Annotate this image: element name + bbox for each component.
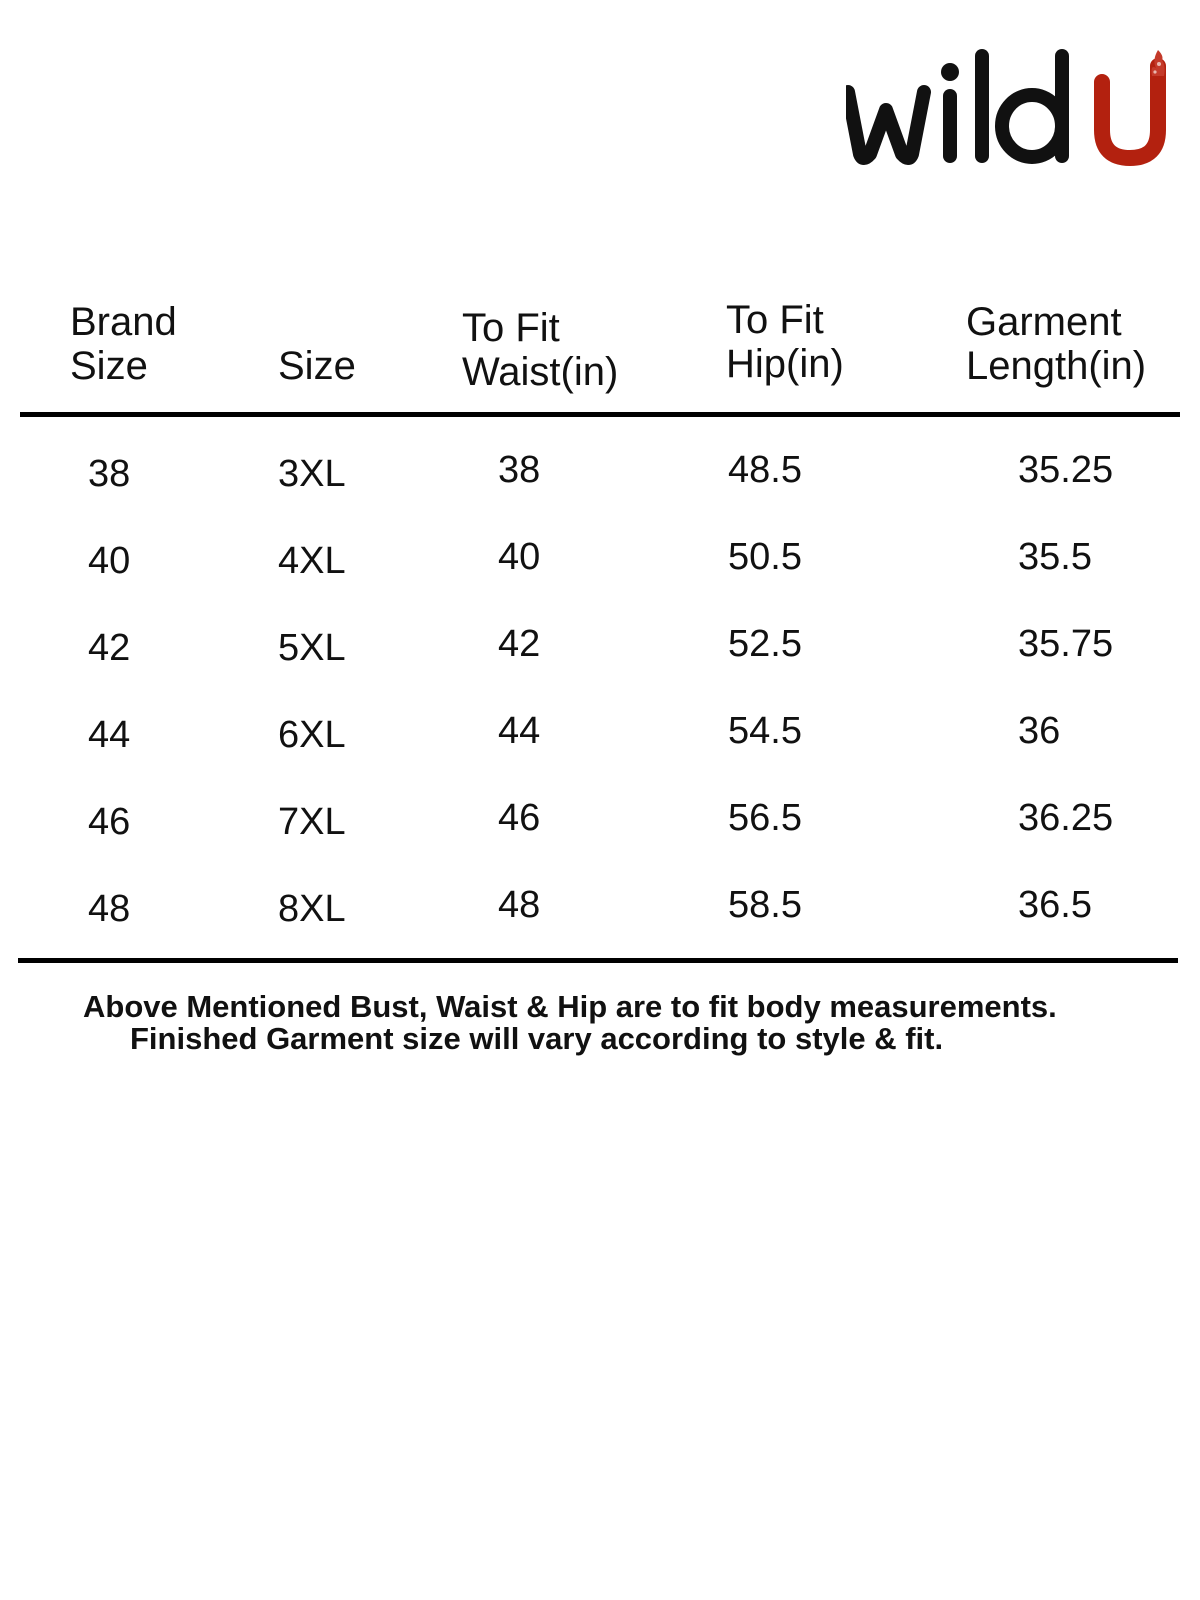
header-waist-line1: To Fit	[462, 306, 560, 350]
table-row	[0, 797, 1200, 860]
cell-hip: 48.5	[728, 449, 802, 491]
header-size-line2: Size	[278, 344, 356, 388]
cell-size: 4XL	[278, 540, 346, 582]
cell-hip: 52.5	[728, 623, 802, 665]
cell-waist: 44	[498, 710, 541, 752]
cell-length: 35.75	[1018, 623, 1114, 665]
table-row	[0, 884, 1200, 947]
header-brand-size-line2: Size	[70, 344, 148, 388]
cell-waist: 48	[498, 884, 541, 926]
cell-brand-size: 44	[88, 714, 131, 756]
cell-length: 35.5	[1018, 536, 1092, 578]
cell-hip: 58.5	[728, 884, 802, 926]
footer-divider	[18, 958, 1178, 963]
cell-length: 36.25	[1018, 797, 1114, 839]
cell-waist: 38	[498, 449, 541, 491]
cell-brand-size: 42	[88, 627, 131, 669]
measurement-note-line1: Above Mentioned Bust, Waist & Hip are to fit body measurements.	[83, 989, 1057, 1024]
table-row	[0, 710, 1200, 773]
cell-length: 36.5	[1018, 884, 1092, 926]
table-row	[0, 623, 1200, 686]
cell-size: 3XL	[278, 453, 346, 495]
cell-size: 6XL	[278, 714, 346, 756]
cell-length: 36	[1018, 710, 1061, 752]
cell-waist: 40	[498, 536, 541, 578]
header-size	[278, 344, 356, 388]
header-hip-line1: To Fit	[726, 298, 824, 342]
cell-hip: 50.5	[728, 536, 802, 578]
cell-hip: 54.5	[728, 710, 802, 752]
header-hip-line2: Hip(in)	[726, 342, 844, 386]
header-garment-length	[966, 300, 1146, 388]
measurement-note-line2: Finished Garment size will vary according to style & fit.	[130, 1021, 944, 1056]
table-row	[0, 449, 1200, 512]
wild-u-logo-graphic	[846, 46, 1176, 176]
cell-brand-size: 46	[88, 801, 131, 843]
cell-waist: 46	[498, 797, 541, 839]
header-divider	[20, 412, 1180, 417]
cell-waist: 42	[498, 623, 541, 665]
cell-brand-size: 40	[88, 540, 131, 582]
cell-size: 8XL	[278, 888, 346, 930]
header-brand-size-line1: Brand	[70, 300, 177, 344]
header-length-line2: Length(in)	[966, 344, 1147, 388]
cell-size: 5XL	[278, 627, 346, 669]
cell-length: 35.25	[1018, 449, 1114, 491]
cell-hip: 56.5	[728, 797, 802, 839]
table-row	[0, 536, 1200, 599]
header-hip	[726, 298, 844, 386]
header-waist-line2: Waist(in)	[462, 350, 619, 394]
header-brand-size	[70, 300, 177, 388]
brand-logo	[846, 46, 1176, 176]
cell-brand-size: 38	[88, 453, 131, 495]
header-waist	[462, 306, 618, 394]
cell-brand-size: 48	[88, 888, 131, 930]
header-length-line1: Garment	[966, 300, 1122, 344]
cell-size: 7XL	[278, 801, 346, 843]
